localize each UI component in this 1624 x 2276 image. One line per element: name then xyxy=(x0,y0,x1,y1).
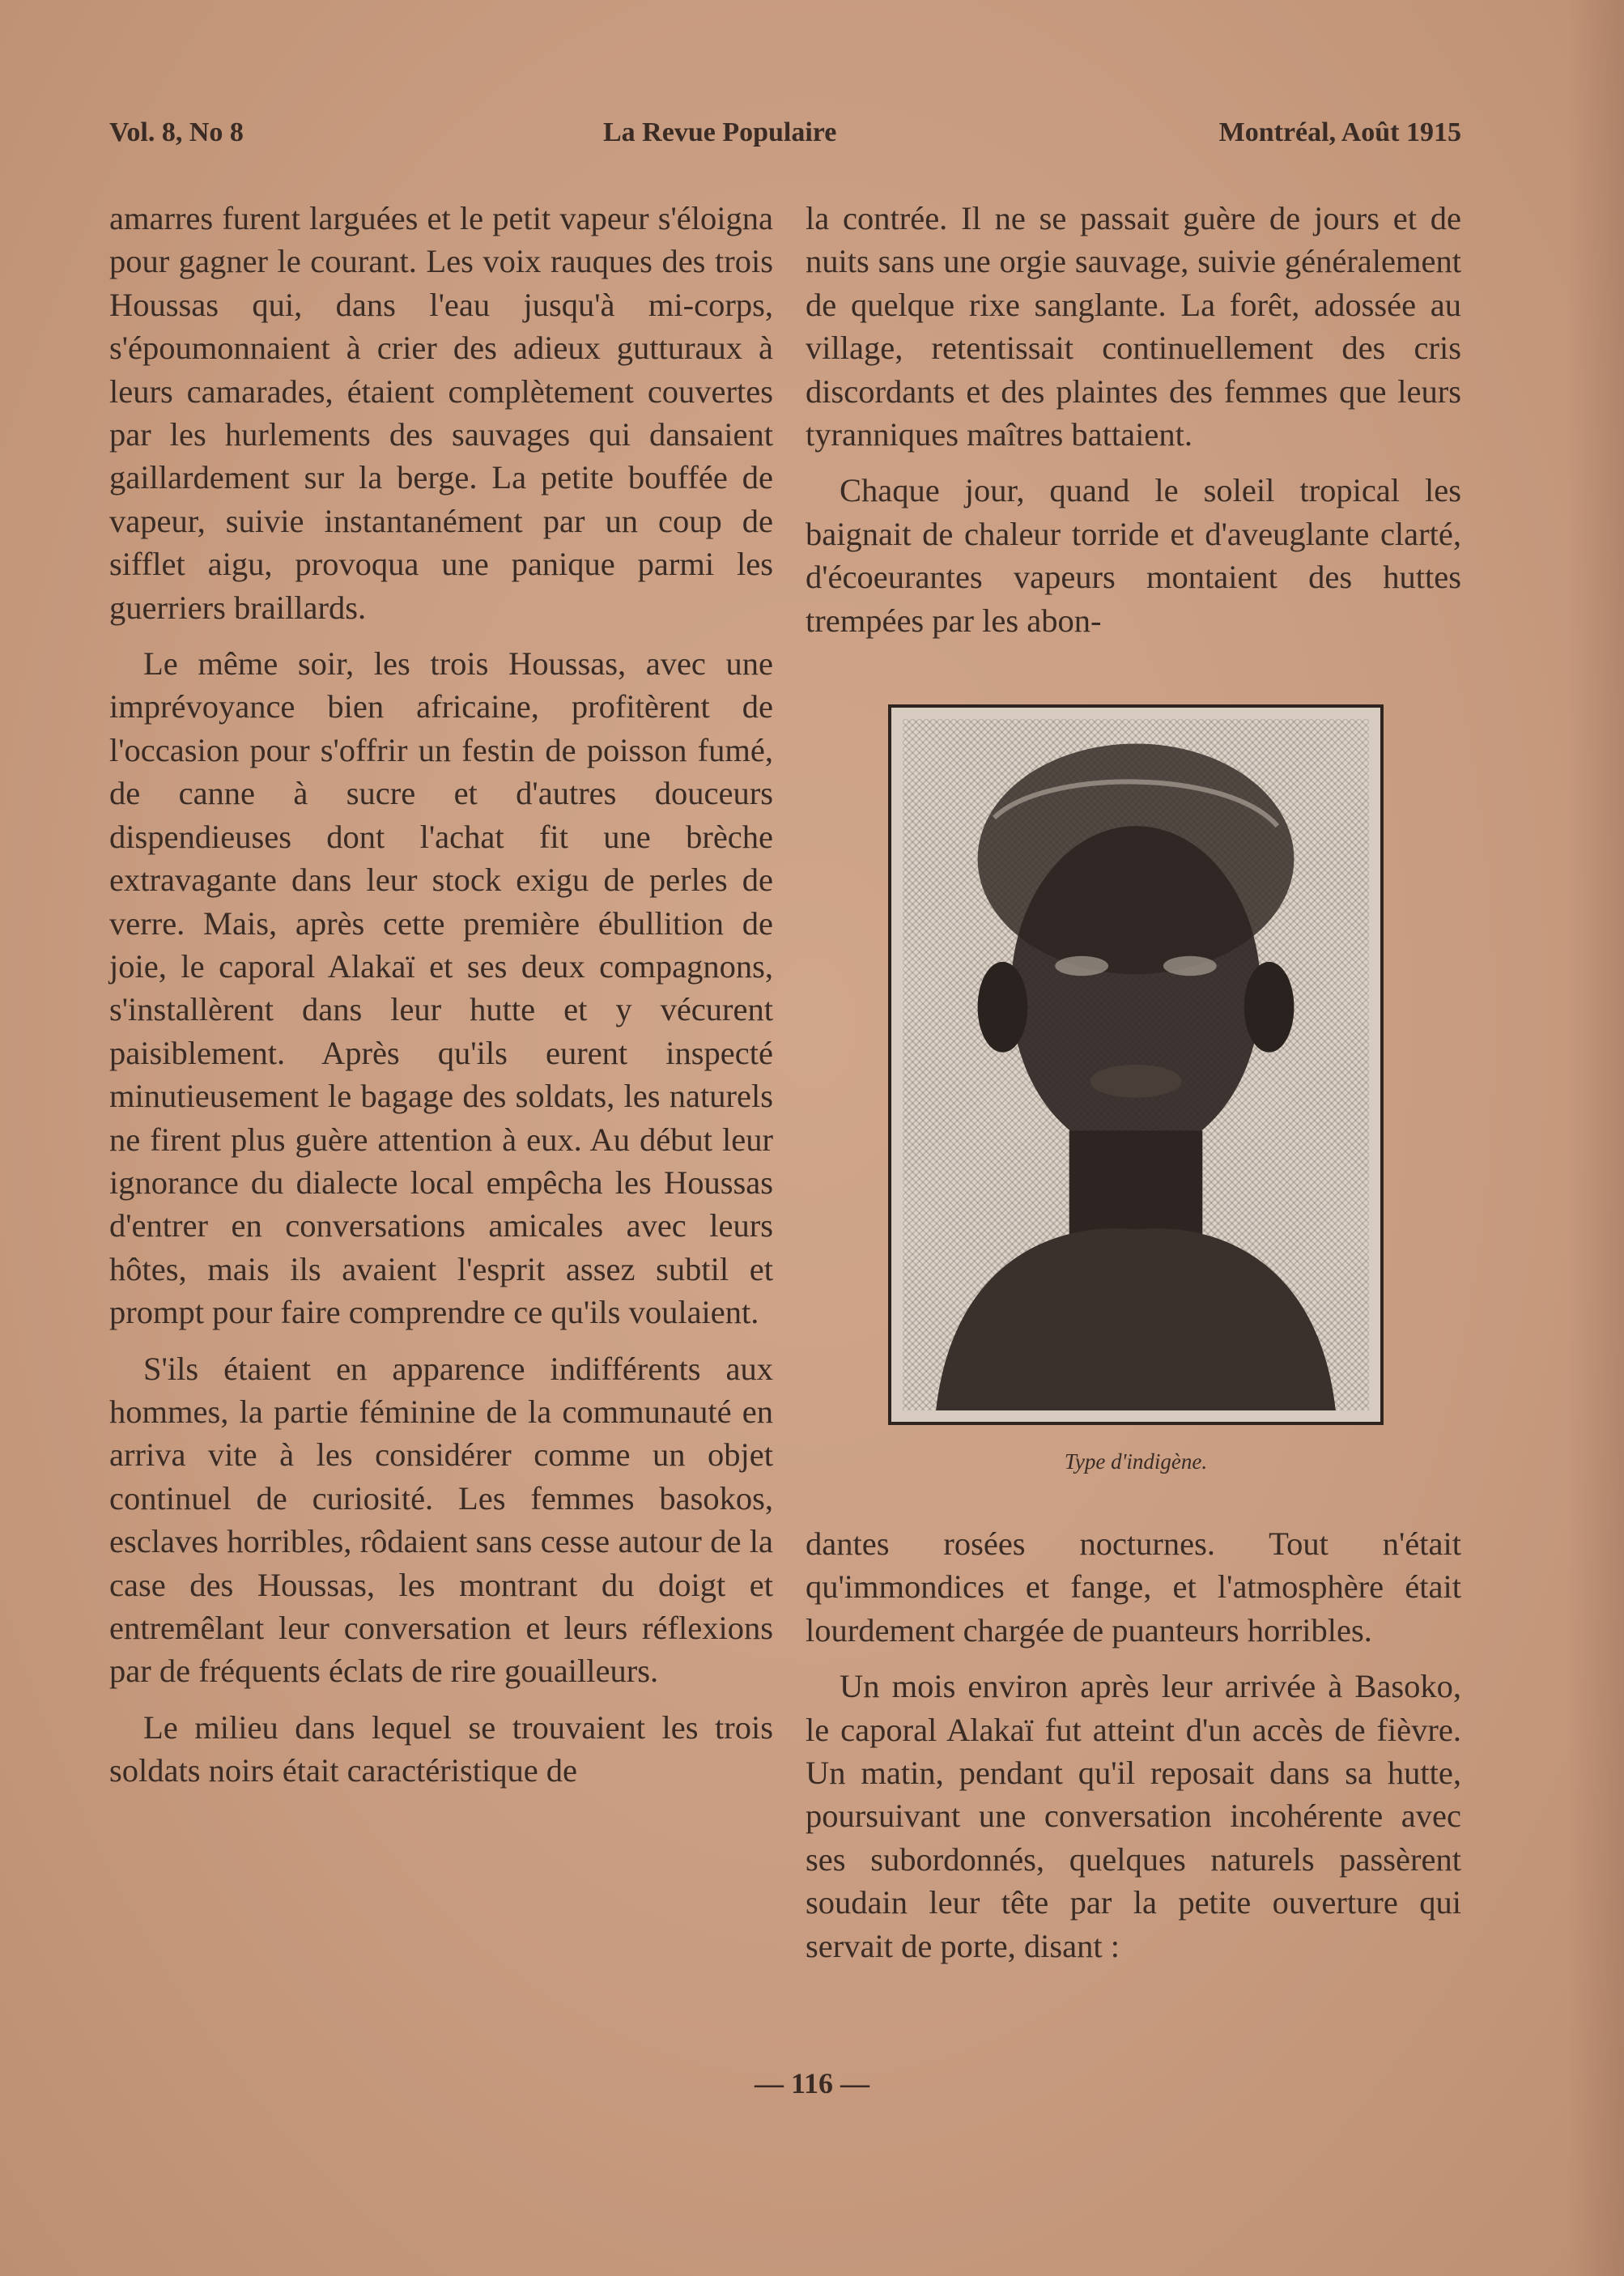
volume-number: Vol. 8, No 8 xyxy=(109,117,244,147)
portrait-illustration xyxy=(903,719,1369,1410)
issue-date: Montréal, Août 1915 xyxy=(1218,117,1461,147)
paragraph: S'ils étaient en apparence indifférents aux hommes, la partie féminine de la communauté en arriva vite à les considérer comme un objet continuel de curiosité. Les femmes basokos, esclaves horribles, rôdaient sans cesse autour de la case des Houssas, les montrant du doigt et entremêlant leur conversation et leurs réflexions par de fréquents éclats de rire gouailleurs. xyxy=(109,1350,773,1690)
halftone-portrait-image xyxy=(903,719,1369,1410)
paragraph: la contrée. Il ne se passait guère de jours et de nuits sans une orgie sauvage, suivie généralement de quelque rixe sanglante. La forêt, adossée au village, retentissait continuellement des cris discordants et des plaintes des femmes que leurs tyranniques maîtres battaient. xyxy=(806,200,1461,453)
running-header xyxy=(109,117,1461,158)
paragraph: Un mois environ après leur arrivée à Basoko, le caporal Alakaï fut atteint d'un accès de fièvre. Un matin, pendant qu'il reposait dans sa hutte, poursuivant une conversation incohérente avec ses subordonnés, quelques naturels passèrent soudain leur tête par la petite ouverture qui servait de porte, disant : xyxy=(806,1668,1461,1964)
figure-caption: Type d'indigène. xyxy=(1064,1449,1208,1474)
left-column xyxy=(109,197,773,1806)
paragraph: Le milieu dans lequel se trouvaient les trois soldats noirs était caractéristique de xyxy=(109,1708,773,1789)
portrait-photo xyxy=(888,704,1384,1425)
paragraph: dantes rosées nocturnes. Tout n'était qu'immondices et fange, et l'atmosphère était lourdement chargée de puanteurs horribles. xyxy=(806,1525,1461,1649)
right-column-bottom xyxy=(806,1522,1461,1980)
paragraph: amarres furent larguées et le petit vapeur s'éloigna pour gagner le courant. Les voix rauques des trois Houssas qui, dans l'eau jusqu'à mi-corps, s'époumonnaient à crier des adieux gutturaux à leurs camarades, étaient complètement couvertes par les hurlements des sauvages qui dansaient gaillardement sur la berge. La petite bouffée de vapeur, suivie instantanément par un coup de sifflet aigu, provoqua une panique parmi les guerriers braillards. xyxy=(109,200,773,626)
paragraph: Chaque jour, quand le soleil tropical les baignait de chaleur torride et d'aveuglante clarté, d'écoeurantes vapeurs montaient des huttes trempées par les abon- xyxy=(806,472,1461,639)
right-column-top xyxy=(806,197,1461,655)
page-number: — 116 — xyxy=(754,2067,869,2099)
paragraph: Le même soir, les trois Houssas, avec une imprévoyance bien africaine, profitèrent de l'occasion pour s'offrir un festin de poisson fumé, de canne à sucre et d'autres douceurs dispendieuses dont l'achat fit une brèche extravagante dans leur stock exigu de perles de verre. Mais, après cette première ébullition de joie, le caporal Alakaï et ses deux compagnons, s'installèrent dans leur hutte et y vécurent paisiblement. Après qu'ils eurent inspecté minutieusement le bagage des soldats, les naturels ne firent plus guère attention à eux. Au début leur ignorance du dialecte local empêcha les Houssas d'entrer en conversations amicales avec leurs hôtes, mais ils avaient l'esprit assez subtil et prompt pour faire comprendre ce qu'ils voulaient. xyxy=(109,645,773,1331)
publication-title: La Revue Populaire xyxy=(603,117,837,147)
